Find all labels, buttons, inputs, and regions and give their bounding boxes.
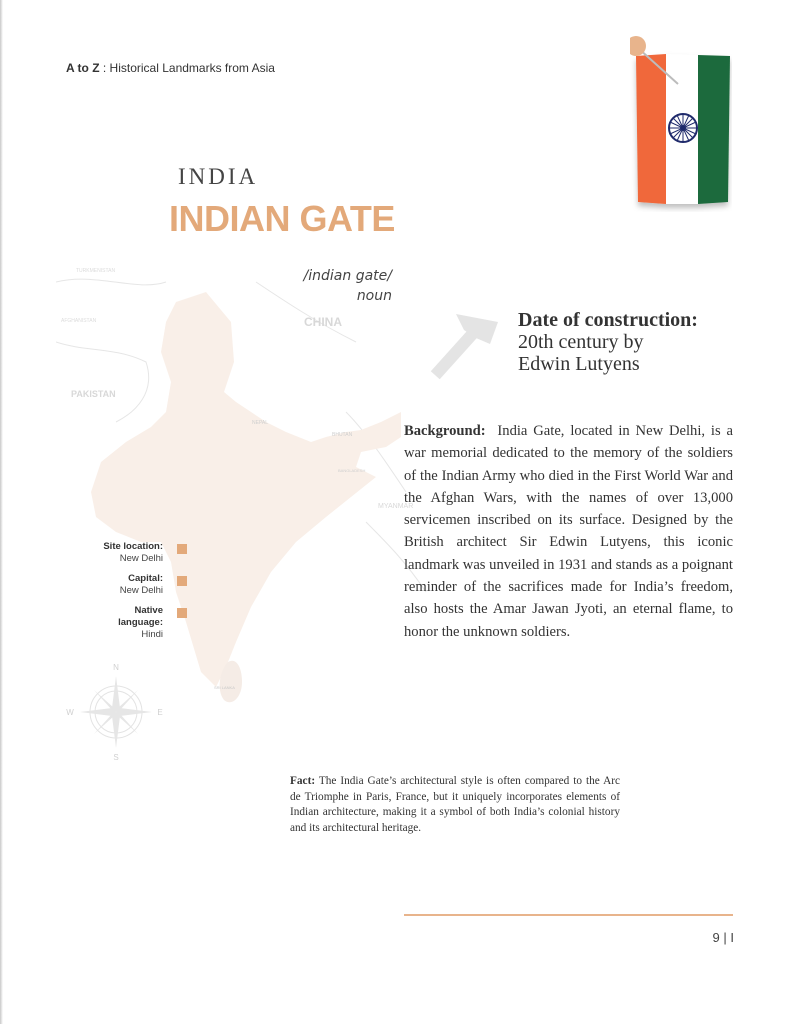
pronunciation [304,266,392,306]
fact-value: New Delhi [119,553,163,564]
fact-marker-icon [177,576,187,586]
map-label-nepal: NEPAL [252,420,269,426]
background-text: India Gate, located in New Delhi, is a war memorial dedicated to the memory of the soldiers of the Indian Army who died in the First World War and the Afghan Wars, with the names of over 13,000 servicemen inscribed on its surface. Designed by the British architect Sir Edwin Lutyens, this iconic landmark was unveiled in 1931 and stands as a poignant reminder of the sacrifices made for India’s freedom, also hosts the Amar Jawan Jyoti, an eternal flame, to honor the unknown soldiers. [404,423,734,640]
map-label-bangladesh: BANGLADESH [338,468,366,473]
background-paragraph [404,420,733,643]
compass-east: E [157,708,163,717]
india-flag-icon [630,36,732,212]
fun-fact-label: Fact: [290,775,316,787]
map-label-sri-lanka: SRI LANKA [214,685,235,690]
fact-value: New Delhi [119,585,163,596]
map-label-afghanistan: AFGHANISTAN [61,318,97,324]
quick-facts [93,541,163,649]
series-title-rest: : Historical Landmarks from Asia [99,61,275,75]
fact-capital [93,573,163,597]
footer-divider [404,914,733,916]
fact-value: Hindi [141,629,163,640]
fact-site-location [93,541,163,565]
fun-fact-paragraph [290,774,620,836]
map-label-turkmenistan: TURKMENISTAN [76,268,116,274]
page-edge-shadow [0,0,3,1024]
construction-line-2: Edwin Lutyens [518,353,640,375]
page-number: 9 | I [712,930,734,945]
fact-marker-icon [177,544,187,554]
part-of-speech: noun [356,288,392,304]
fact-label: Native language: [118,605,163,628]
series-title [66,61,275,75]
fact-label: Site location: [103,541,163,552]
fact-native-language [93,605,163,641]
map-label-china: CHINA [304,315,342,329]
construction-line-1: 20th century by [518,331,644,353]
compass-north: N [113,663,119,672]
background-label: Background: [404,423,486,439]
pronunciation-text: /indian gate/ [303,268,392,284]
compass-south: S [113,753,119,762]
series-title-bold: A to Z [66,61,100,75]
map-label-pakistan: PAKISTAN [71,389,116,399]
map-label-bhutan: BHUTAN [332,432,353,438]
fun-fact-text: The India Gate’s architectural style is often compared to the Arc de Triomphe in Paris, France, but it uniquely incorporates elements of Indian architecture, making it a symbol of both India’s colonial history and its architectural heritage. [290,775,621,834]
landmark-title: INDIAN GATE [169,198,395,239]
construction-info [518,309,698,375]
country-name: INDIA [178,164,259,189]
compass-rose-icon [66,662,166,762]
compass-west: W [66,708,74,717]
construction-label: Date of construction: [518,309,698,331]
fact-label: Capital: [128,573,163,584]
map-label-myanmar: MYANMAR [378,503,414,510]
hammer-icon [428,312,506,380]
fact-marker-icon [177,608,187,618]
